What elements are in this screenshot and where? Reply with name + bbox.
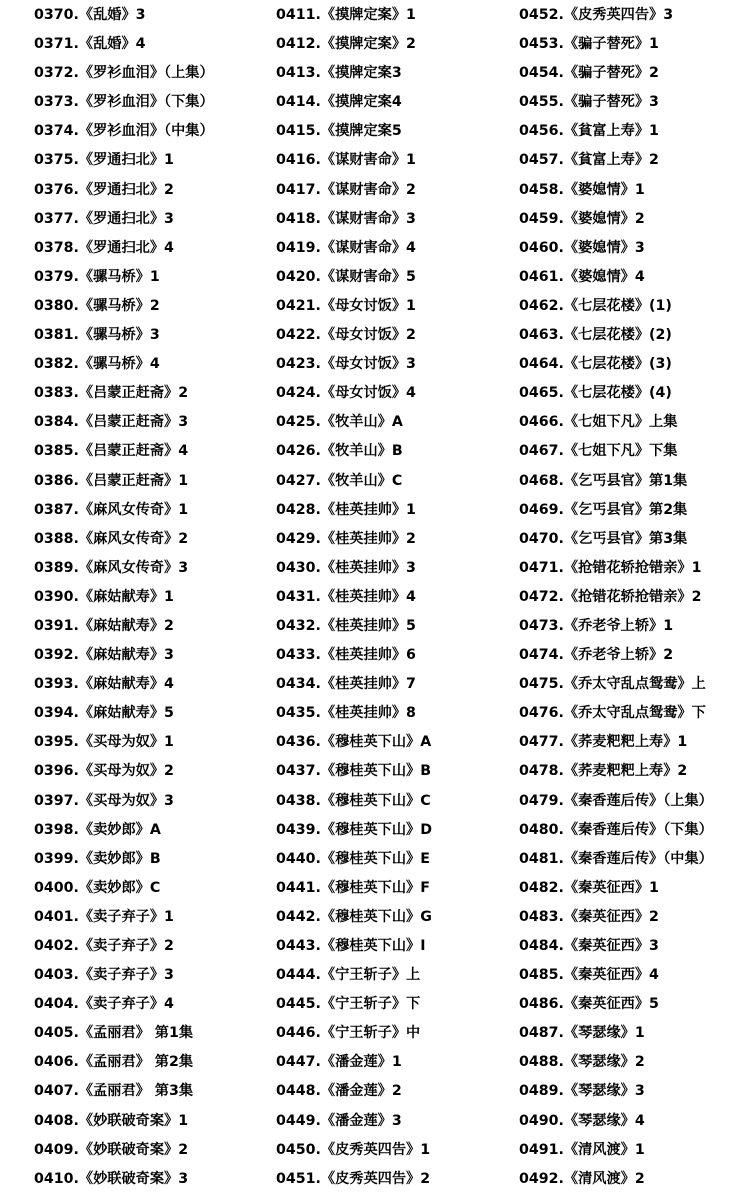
catalog-entry: 0440.《穆桂英下山》E [276,850,430,867]
catalog-entry: 0441.《穆桂英下山》F [276,879,430,896]
catalog-entry: 0370.《乱婚》3 [34,7,146,23]
catalog-entry: 0429.《桂英挂帅》2 [276,530,416,547]
catalog-entry: 0400.《卖妙郎》C [34,879,161,896]
catalog-entry: 0462.《七层花楼》(1) [519,297,672,314]
catalog-entry: 0453.《骗子替死》1 [519,36,659,53]
catalog-entry: 0481.《秦香莲后传》（中集） [519,850,713,867]
catalog-entry: 0484.《秦英征西》3 [519,938,659,954]
catalog-entry: 0434.《桂英挂帅》7 [276,676,416,693]
catalog-entry: 0378.《罗通扫北》4 [34,239,174,256]
catalog-entry: 0431.《桂英挂帅》4 [276,588,416,605]
catalog-entry: 0377.《罗通扫北》3 [34,210,174,227]
catalog-entry: 0459.《婆媳情》2 [519,210,645,227]
catalog-entry: 0419.《谋财害命》4 [276,239,416,256]
catalog-entry: 0466.《七姐下凡》上集 [519,414,678,431]
catalog-entry: 0455.《骗子替死》3 [519,94,659,111]
catalog-entry: 0474.《乔老爷上轿》2 [519,647,674,664]
catalog-entry: 0375.《罗通扫北》1 [34,152,174,169]
catalog-entry: 0451.《皮秀英四告》2 [276,1170,431,1187]
catalog-entry: 0402.《卖子弃子》2 [34,938,174,954]
catalog-entry: 0471.《抢错花轿抢错亲》1 [519,559,702,576]
catalog-entry: 0458.《婆媳情》1 [519,181,645,198]
catalog-entry: 0403.《卖子弃子》3 [34,967,174,984]
catalog-entry: 0467.《七姐下凡》下集 [519,443,678,460]
catalog-entry: 0393.《麻姑献寿》4 [34,676,174,693]
catalog-entry: 0423.《母女讨饭》3 [276,356,416,373]
catalog-entry: 0488.《琴瑟缘》2 [519,1054,645,1071]
catalog-entry: 0371.《乱婚》4 [34,36,146,53]
catalog-entry: 0433.《桂英挂帅》6 [276,647,416,664]
catalog-entry: 0432.《桂英挂帅》5 [276,617,416,634]
catalog-entry: 0409.《妙联破奇案》2 [34,1141,189,1158]
catalog-entry: 0472.《抢错花轿抢错亲》2 [519,588,702,605]
catalog-column-2 [276,1,514,1194]
catalog-entry: 0405.《孟丽君》 第1集 [34,1025,194,1042]
catalog-entry: 0486.《秦英征西》5 [519,996,659,1013]
catalog-entry: 0401.《卖子弃子》1 [34,908,174,925]
catalog-entry: 0406.《孟丽君》 第2集 [34,1054,194,1071]
catalog-entry: 0398.《卖妙郎》A [34,821,161,838]
catalog-column-1 [34,1,270,1194]
catalog-entry: 0446.《宁王斩子》中 [276,1025,421,1042]
catalog-entry: 0465.《七层花楼》(4) [519,385,672,402]
catalog-entry: 0426.《牧羊山》B [276,443,403,460]
catalog-entry: 0418.《谋财害命》3 [276,210,416,227]
catalog-entry: 0450.《皮秀英四告》1 [276,1141,431,1158]
catalog-entry: 0396.《买母为奴》2 [34,763,174,780]
catalog-entry: 0470.《乞丐县官》第3集 [519,530,688,547]
catalog-entry: 0478.《荞麦粑粑上寿》2 [519,763,688,780]
catalog-entry: 0439.《穆桂英下山》D [276,821,432,838]
catalog-entry: 0485.《秦英征西》4 [519,967,659,984]
catalog-entry: 0392.《麻姑献寿》3 [34,647,174,664]
catalog-entry: 0420.《谋财害命》5 [276,268,416,285]
catalog-entry: 0410.《妙联破奇案》3 [34,1170,189,1187]
catalog-entry: 0376.《罗通扫北》2 [34,181,174,198]
catalog-entry: 0443.《穆桂英下山》I [276,938,426,954]
catalog-entry: 0479.《秦香莲后传》（上集） [519,792,713,809]
catalog-entry: 0372.《罗衫血泪》（上集） [34,65,214,82]
catalog-column-3 [519,1,750,1194]
catalog-entry: 0425.《牧羊山》A [276,414,403,431]
catalog-entry: 0454.《骗子替死》2 [519,65,659,82]
catalog-entry: 0430.《桂英挂帅》3 [276,559,416,576]
catalog-entry: 0427.《牧羊山》C [276,472,403,489]
catalog-entry: 0437.《穆桂英下山》B [276,763,432,780]
catalog-entry: 0428.《桂英挂帅》1 [276,501,416,518]
catalog-entry: 0417.《谋财害命》2 [276,181,416,198]
catalog-entry: 0461.《婆媳情》4 [519,268,645,285]
catalog-entry: 0389.《麻风女传奇》3 [34,559,189,576]
catalog-entry: 0385.《吕蒙正赶斋》4 [34,443,189,460]
catalog-entry: 0482.《秦英征西》1 [519,879,659,896]
catalog-entry: 0464.《七层花楼》(3) [519,356,672,373]
catalog-entry: 0492.《清风渡》2 [519,1170,645,1187]
catalog-entry: 0422.《母女讨饭》2 [276,327,416,344]
catalog-entry: 0416.《谋财害命》1 [276,152,416,169]
catalog-entry: 0399.《卖妙郎》B [34,850,161,867]
catalog-entry: 0404.《卖子弃子》4 [34,996,174,1013]
catalog-entry: 0379.《骡马桥》1 [34,268,160,285]
catalog-entry: 0374.《罗衫血泪》（中集） [34,123,214,140]
catalog-entry: 0380.《骡马桥》2 [34,297,160,314]
catalog-entry: 0473.《乔老爷上轿》1 [519,617,674,634]
catalog-entry: 0412.《摸牌定案》2 [276,36,416,53]
catalog-entry: 0382.《骡马桥》4 [34,356,160,373]
catalog-entry: 0456.《貧富上寿》1 [519,123,659,140]
catalog-entry: 0480.《秦香莲后传》（下集） [519,821,713,838]
catalog-entry: 0475.《乔太守乱点鸳鸯》上 [519,676,706,693]
catalog-entry: 0452.《皮秀英四告》3 [519,7,674,23]
catalog-entry: 0457.《貧富上寿》2 [519,152,659,169]
catalog-entry: 0463.《七层花楼》(2) [519,327,672,344]
catalog-entry: 0407.《孟丽君》 第3集 [34,1083,194,1100]
catalog-entry: 0444.《宁王斩子》上 [276,967,421,984]
catalog-entry: 0445.《宁王斩子》下 [276,996,421,1013]
catalog-entry: 0397.《买母为奴》3 [34,792,174,809]
catalog-entry: 0438.《穆桂英下山》C [276,792,431,809]
catalog-entry: 0448.《潘金莲》2 [276,1083,402,1100]
catalog-entry: 0387.《麻风女传奇》1 [34,501,189,518]
catalog-entry: 0490.《琴瑟缘》4 [519,1112,645,1129]
catalog-entry: 0449.《潘金莲》3 [276,1112,402,1129]
catalog-entry: 0384.《吕蒙正赶斋》3 [34,414,189,431]
catalog-entry: 0447.《潘金莲》1 [276,1054,402,1071]
catalog-entry: 0421.《母女讨饭》1 [276,297,416,314]
catalog-entry: 0373.《罗衫血泪》（下集） [34,94,214,111]
catalog-entry: 0395.《买母为奴》1 [34,734,174,751]
catalog-entry: 0388.《麻风女传奇》2 [34,530,189,547]
catalog-entry: 0408.《妙联破奇案》1 [34,1112,189,1129]
catalog-entry: 0394.《麻姑献寿》5 [34,705,174,722]
catalog-entry: 0414.《摸牌定案4 [276,94,402,111]
catalog-entry: 0476.《乔太守乱点鸳鸯》下 [519,705,706,722]
catalog-entry: 0391.《麻姑献寿》2 [34,617,174,634]
catalog-entry: 0424.《母女讨饭》4 [276,385,416,402]
catalog-entry: 0483.《秦英征西》2 [519,908,659,925]
catalog-entry: 0386.《吕蒙正赶斋》1 [34,472,189,489]
catalog-entry: 0411.《摸牌定案》1 [276,7,416,23]
catalog-entry: 0477.《荞麦粑粑上寿》1 [519,734,688,751]
catalog-entry: 0383.《吕蒙正赶斋》2 [34,385,189,402]
catalog-entry: 0413.《摸牌定案3 [276,65,402,82]
catalog-entry: 0435.《桂英挂帅》8 [276,705,416,722]
catalog-entry: 0491.《清风渡》1 [519,1141,645,1158]
catalog-entry: 0468.《乞丐县官》第1集 [519,472,688,489]
catalog-entry: 0460.《婆媳情》3 [519,239,645,256]
catalog-entry: 0436.《穆桂英下山》A [276,734,432,751]
catalog-entry: 0415.《摸牌定案5 [276,123,402,140]
catalog-entry: 0390.《麻姑献寿》1 [34,588,174,605]
catalog-entry: 0489.《琴瑟缘》3 [519,1083,645,1100]
catalog-entry: 0469.《乞丐县官》第2集 [519,501,688,518]
catalog-entry: 0442.《穆桂英下山》G [276,908,432,925]
catalog-entry: 0487.《琴瑟缘》1 [519,1025,645,1042]
catalog-entry: 0381.《骡马桥》3 [34,327,160,344]
